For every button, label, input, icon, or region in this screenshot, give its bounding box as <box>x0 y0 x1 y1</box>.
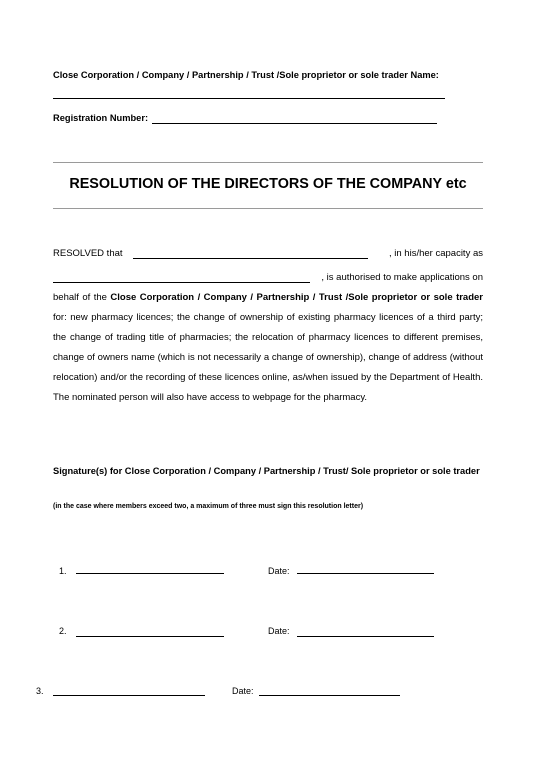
behalf-prefix: behalf of the <box>53 292 107 303</box>
registration-number-line <box>152 123 437 124</box>
authorised-label: , is authorised to make applications on <box>321 272 483 283</box>
date-line-2 <box>297 636 434 637</box>
signatures-note: (in the case where members exceed two, a maximum of three must sign this resolution letter) <box>53 503 364 510</box>
authorised-text <box>310 268 483 288</box>
capacity-line <box>53 282 310 283</box>
capacity-text <box>368 244 483 264</box>
date-line-3 <box>259 695 400 696</box>
entity-name-line <box>53 98 445 99</box>
signatures-heading: Signature(s) for Close Corporation / Company / Partnership / Trust/ Sole proprietor or sole trader <box>53 466 480 476</box>
signature-line-1 <box>76 573 224 574</box>
signature-line-2 <box>76 636 224 637</box>
signature-number-2: 2. <box>59 626 67 636</box>
date-line-1 <box>297 573 434 574</box>
capacity-label: , in his/her capacity as <box>389 248 483 259</box>
page-title: RESOLUTION OF THE DIRECTORS OF THE COMPANY etc <box>69 176 467 192</box>
entity-name-label: Close Corporation / Company / Partnership / Trust /Sole proprietor or sole trader Name: <box>53 70 439 80</box>
resolution-scope: for: new pharmacy licences; the change of ownership of existing pharmacy licences of a third party; the change of trading title of pharmacies; the relocation of pharmacy licences to different premises, change of owners name (which is not necessarily a change of ownership), change of address (without relocation) and/or the recording of these licences online, as/when issued by the Department of Health. The nominated person will also have access to webpage for the pharmacy. <box>53 312 483 403</box>
resolved-label: RESOLVED that <box>53 248 123 259</box>
title-top-rule <box>53 162 483 163</box>
date-label-2: Date: <box>268 626 290 636</box>
signature-number-3: 3. <box>36 686 44 696</box>
date-label-1: Date: <box>268 566 290 576</box>
signature-line-3 <box>53 695 205 696</box>
behalf-entity: Close Corporation / Company / Partnership / Trust /Sole proprietor or sole trader <box>110 292 483 303</box>
resolution-body <box>53 288 483 408</box>
registration-number-label: Registration Number: <box>53 113 149 123</box>
signature-number-1: 1. <box>59 566 67 576</box>
nominee-name-line <box>133 258 368 259</box>
title-bottom-rule <box>53 208 483 209</box>
date-label-3: Date: <box>232 686 254 696</box>
